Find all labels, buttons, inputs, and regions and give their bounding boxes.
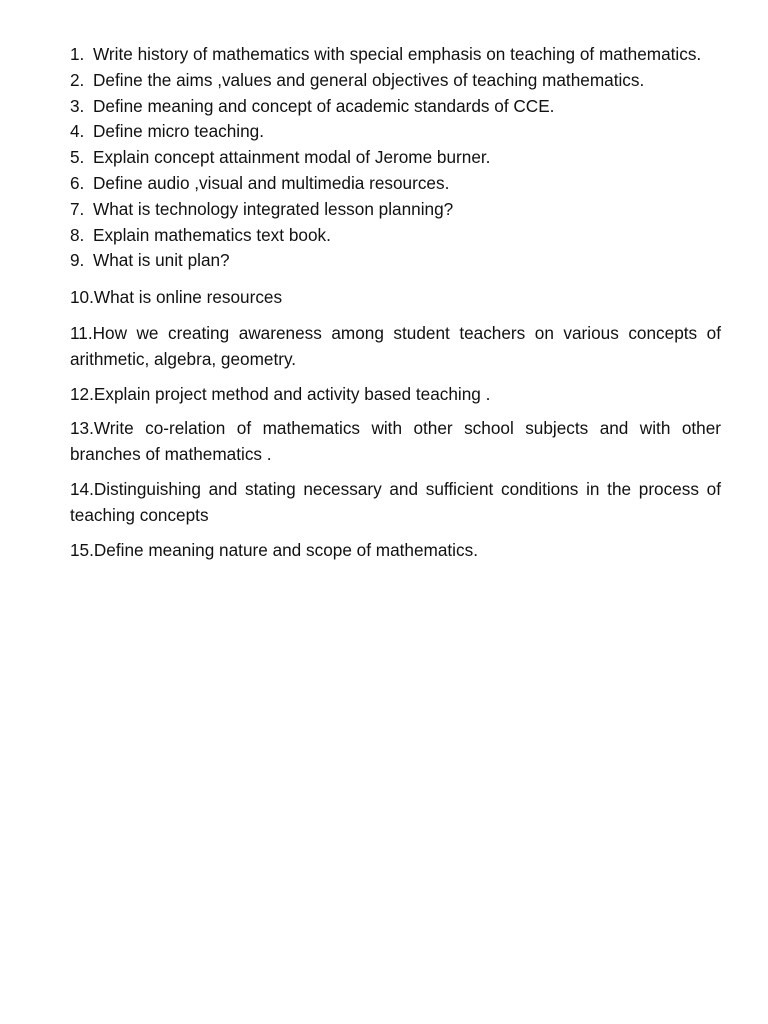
list-item-text: Define micro teaching. — [93, 121, 265, 142]
question-paragraph: 11.How we creating awareness among student teachers on various concepts of arithmetic, algebra, geometry. — [70, 322, 721, 369]
list-item-text: What is technology integrated lesson planning? — [93, 198, 454, 219]
list-item — [70, 145, 721, 171]
list-item-number: 6. — [70, 172, 85, 193]
list-item-number: 1. — [70, 44, 85, 64]
question-list — [70, 42, 721, 274]
question-paragraph: 14.Distinguishing and stating necessary and sufficient conditions in the process of teaching concepts — [70, 478, 721, 525]
list-item-number: 2. — [70, 69, 85, 90]
list-item — [70, 197, 721, 223]
list-item — [70, 223, 721, 249]
list-item-text: Explain mathematics text book. — [93, 224, 331, 245]
list-item-number: 9. — [70, 250, 85, 271]
list-item-text: What is unit plan? — [93, 250, 230, 271]
list-item-text: Define the aims ,values and general objectives of teaching mathematics. — [93, 69, 645, 90]
question-paragraph: 10.What is online resources — [70, 287, 283, 308]
list-item-text: Explain concept attainment modal of Jerome burner. — [93, 147, 491, 168]
document-page — [70, 42, 721, 563]
list-item — [70, 171, 721, 197]
question-paragraph: 15.Define meaning nature and scope of mathematics. — [70, 539, 478, 560]
list-item — [70, 119, 721, 145]
list-item — [70, 248, 721, 274]
question-paragraph: 12.Explain project method and activity based teaching . — [70, 383, 491, 404]
list-item-number: 7. — [70, 198, 85, 219]
list-item-number: 5. — [70, 147, 85, 168]
list-item — [70, 94, 721, 120]
question-paragraph: 13.Write co-relation of mathematics with other school subjects and with other branches of mathematics . — [70, 418, 721, 465]
list-item — [70, 68, 721, 94]
list-item-number: 4. — [70, 121, 85, 142]
list-item-number: 3. — [70, 95, 85, 116]
list-item-number: 8. — [70, 224, 85, 245]
list-item-text: Define meaning and concept of academic standards of CCE. — [93, 95, 555, 116]
list-item-text: Write history of mathematics with special emphasis on teaching of mathematics. — [93, 44, 702, 64]
list-item — [70, 42, 721, 68]
list-item-text: Define audio ,visual and multimedia resources. — [93, 172, 450, 193]
